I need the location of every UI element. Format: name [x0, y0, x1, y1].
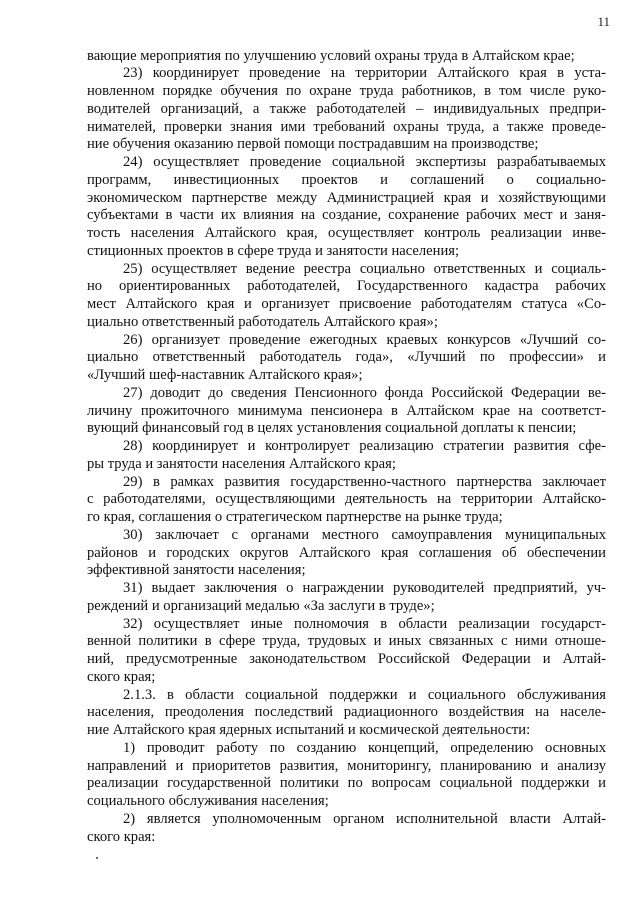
paragraph — [87, 385, 606, 438]
text-line: нимателей, проверки знания ими требований охраны труда, а также проведе- — [87, 118, 606, 135]
paragraph — [87, 154, 606, 261]
text-line: 32) осуществляет иные полномочия в области реализации государст- — [123, 615, 606, 632]
text-line: 2) является уполномоченным органом исполнительной власти Алтай- — [123, 810, 606, 827]
text-line: венной политики в сфере труда, трудовых и иных связанных с ними отноше- — [87, 633, 606, 650]
paragraph — [87, 687, 606, 740]
text-line: циально ответственный работодатель года», «Лучший по профессии» и — [87, 349, 606, 366]
paragraph — [87, 261, 606, 332]
text-line: 2.1.3. в области социальной поддержки и социального обслуживания — [123, 686, 606, 703]
text-line: вующий финансовый год в целях установления социальной доплаты к пенсии; — [87, 420, 577, 437]
paragraph — [87, 48, 606, 66]
text-line: тость населения Алтайского края, осуществляет контроль реализации инве- — [87, 225, 606, 241]
text-line: ского края; — [87, 668, 156, 685]
text-line: новленном порядке обучения по охране труда работников, в том числе руко- — [87, 83, 606, 99]
text-line: эффективной занятости населения; — [87, 562, 306, 579]
document-body — [87, 48, 606, 847]
text-line: го края, соглашения о стратегическом партнерстве на рынке труда; — [87, 509, 503, 525]
text-line: но ориентированных работодателей, Государственного кадастра рабочих — [87, 278, 606, 295]
text-line: социального обслуживания населения; — [87, 793, 329, 809]
paragraph — [87, 811, 606, 847]
text-line: 31) выдает заключения о награждении руководителей предприятий, уч- — [123, 580, 606, 596]
paragraph — [87, 740, 606, 811]
text-line: 1) проводит работу по созданию концепций, определению основных — [123, 739, 606, 756]
paragraph — [87, 580, 606, 616]
text-line: экономическом партнерстве между Администрацией края и хозяйствующими — [87, 189, 606, 206]
text-line: ние Алтайского края ядерных испытаний и космической деятельности: — [87, 722, 531, 738]
paragraph — [87, 332, 606, 385]
text-line: реализации государственной политики по вопросам социальной поддержки и — [87, 775, 606, 792]
text-line: водителей организаций, а также работодателей – индивидуальных предпри- — [87, 100, 606, 117]
text-line: циально ответственный работодатель Алтайского края»; — [87, 313, 438, 330]
text-line: личину прожиточного минимума пенсионера в Алтайском крае на соответст- — [87, 402, 606, 419]
text-line: 30) заключает с органами местного самоуправления муниципальных — [123, 526, 606, 543]
text-line: вающие мероприятия по улучшению условий охраны труда в Алтайском крае; — [87, 47, 575, 64]
paragraph — [87, 474, 606, 527]
paragraph — [87, 527, 606, 580]
text-line: ры труда и занятости населения Алтайского края; — [87, 455, 396, 472]
text-line: субъектами в части их влияния на создание, сохранение рабочих мест и заня- — [87, 207, 606, 224]
paragraph — [87, 438, 606, 474]
text-line: «Лучший шеф-наставник Алтайского края»; — [87, 367, 363, 383]
text-line: программ, инвестиционных проектов и соглашений о социально- — [87, 171, 606, 188]
page-number: 11 — [597, 14, 610, 29]
text-line: 26) организует проведение ежегодных краевых конкурсов «Лучший со- — [123, 331, 606, 348]
text-line: ского края: — [87, 828, 156, 845]
paragraph — [87, 616, 606, 687]
text-line: ние обучения оказанию первой помощи пострадавшим на производстве; — [87, 136, 539, 153]
text-line: реждений и организаций медалью «За заслуги в труде»; — [87, 597, 435, 614]
text-line: 24) осуществляет проведение социальной экспертизы разрабатываемых — [123, 154, 606, 170]
text-line: 29) в рамках развития государственно-частного партнерства заключает — [123, 473, 606, 490]
text-line: 28) координирует и контролирует реализацию стратегии развития сфе- — [123, 438, 606, 454]
text-line: направлений и приоритетов развития, мониторингу, планированию и анализу — [87, 757, 606, 774]
text-line: 25) осуществляет ведение реестра социально ответственных и социаль- — [123, 260, 606, 277]
text-line: ний, предусмотренные законодательством Российской Федерации и Алтай- — [87, 651, 606, 667]
text-line: стиционных проектов в сфере труда и занятости населения; — [87, 242, 460, 259]
text-line: районов и городских округов Алтайского края соглашения об обеспечении — [87, 544, 606, 561]
text-line: 27) доводит до сведения Пенсионного фонда Российской Федерации ве- — [123, 384, 606, 401]
text-line: мест Алтайского края и организует присвоение работодателям статуса «Со- — [87, 296, 606, 312]
scan-speck — [96, 857, 98, 859]
text-line: 23) координирует проведение на территории Алтайского края в уста- — [123, 65, 606, 82]
paragraph — [87, 65, 606, 154]
text-line: населения, преодоления последствий радиационного воздействия на населе- — [87, 704, 606, 721]
text-line: с работодателями, осуществляющими деятельность на территории Алтайско- — [87, 491, 606, 508]
